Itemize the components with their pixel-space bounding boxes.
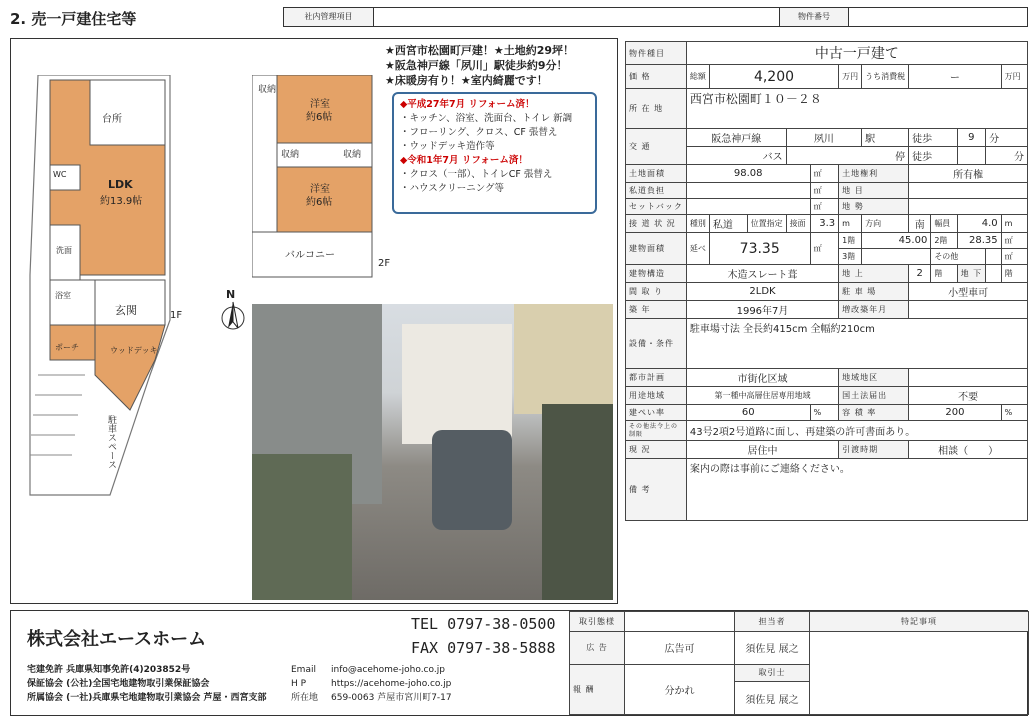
- contact-values: [331, 663, 452, 705]
- fun-label: 分: [986, 129, 1028, 147]
- kokoku-value: 広告可: [625, 631, 735, 664]
- hoshu-label: 報 酬: [570, 664, 625, 714]
- location-label: 所 在 地: [626, 89, 687, 129]
- reform-item: ・クロス（一部）、トイレCF 張替え: [400, 169, 553, 180]
- plan-bath-label: 浴室: [55, 291, 71, 300]
- reform-item: ・キッチン、浴室、洗面台、トイレ 新調: [400, 113, 573, 124]
- kai2-label: 階: [1001, 265, 1027, 283]
- haba-label: 幅員: [931, 215, 957, 233]
- mgmt-label: 社内管理項目: [284, 8, 374, 26]
- guarantee: 保証協会 (公社)全国宅地建物取引業保証協会: [27, 679, 210, 689]
- expand-label: 増改築年月: [839, 301, 909, 319]
- plan-yoshitsu-2-size: 約6帖: [306, 197, 333, 208]
- use-label: 用途地域: [626, 387, 687, 405]
- city-label: 都市計画: [626, 369, 687, 387]
- plan-parking-label: 駐車スペース: [106, 415, 116, 469]
- law-value: 43号2項2号道路に面し、再建築の許可書面あり。: [686, 421, 1027, 441]
- tax-unit: 万円: [1001, 65, 1027, 89]
- plan-shuno-label-2: 収納: [281, 150, 300, 160]
- addr-label: 所在地: [291, 693, 319, 703]
- footer: [10, 610, 1028, 716]
- road-width: 4.0: [957, 215, 1001, 233]
- plan-genkan-label: 玄関: [115, 304, 137, 317]
- bcr-label: 建ぺい率: [626, 405, 687, 421]
- company-name: 株式会社エースホーム: [27, 629, 207, 650]
- page-title: 2. 売一戸建住宅等: [10, 10, 137, 28]
- bcr-value: 60: [686, 405, 810, 421]
- stop-label: 停: [786, 147, 909, 165]
- fun2-label: 分: [986, 147, 1028, 165]
- north-arrow-icon: [221, 300, 245, 336]
- association: 所属協会 (一社)兵庫県宅地建物取引業協会 芦屋・西宮支部: [27, 693, 267, 703]
- contact-labels: [291, 663, 318, 705]
- struct-value: 木造スレート葺: [686, 265, 838, 283]
- toho-label: 徒歩: [909, 129, 957, 147]
- layout-label: 間 取 り: [626, 283, 687, 301]
- price-unit: 万円: [839, 65, 862, 89]
- reform-heading-2: ◆令和1年7月 リフォーム済！: [400, 155, 528, 166]
- header-box: [283, 7, 1028, 27]
- bus-label: バス: [686, 147, 786, 165]
- notes-label: 備 考: [626, 459, 687, 521]
- station-value: 夙川: [786, 129, 862, 147]
- hp-label: H P: [291, 679, 307, 689]
- road-width-unit: m: [1001, 215, 1027, 233]
- status-label: 現 況: [626, 441, 687, 459]
- struct-label: 建物構造: [626, 265, 687, 283]
- property-photo: [252, 304, 613, 600]
- build-unit: ㎡: [810, 233, 839, 265]
- district-label: 地域地区: [839, 369, 909, 387]
- handover-value: 相談（ ）: [909, 441, 1028, 459]
- tanto-label: 担当者: [735, 612, 810, 632]
- road-type: 私道: [709, 215, 747, 233]
- land-label: [626, 165, 687, 183]
- road-kind-label: 種別: [686, 215, 709, 233]
- parking-value: 小型車可: [909, 283, 1028, 301]
- promo-line-3: ★床暖房有り！★室内綺麗です！: [385, 74, 548, 87]
- under-label: 地 下: [957, 265, 986, 283]
- location-value: 西宮市松園町１０－２８: [686, 89, 1027, 129]
- equip-value: 駐車場寸法 全長約415cm 全幅約210cm: [686, 319, 1027, 369]
- age-label: 築 年: [626, 301, 687, 319]
- road-w-unit: m: [839, 215, 862, 233]
- reform-item: ・フローリング、クロス、CF 張替え: [400, 127, 558, 138]
- f2-label: 2階: [931, 233, 957, 249]
- plan-senmen-label: 洗面: [56, 246, 72, 255]
- land-unit: ㎡: [810, 165, 839, 183]
- parking-label: 駐 車 場: [839, 283, 909, 301]
- tokki-label: 特記事項: [810, 612, 1029, 632]
- plan-shuno-label-1: 収納: [258, 85, 277, 95]
- tax-value: ー: [909, 65, 1001, 89]
- city-value: 市街化区域: [686, 369, 838, 387]
- other-label: その他: [931, 249, 986, 265]
- report-value: 不要: [909, 387, 1028, 405]
- tax-label: うち消費税: [862, 65, 909, 89]
- report-label: 国土法届出: [839, 387, 909, 405]
- price-sub: 総額: [686, 65, 709, 89]
- setback-unit: ㎡: [810, 199, 839, 215]
- dir-label: 方向: [862, 215, 909, 233]
- plan-kitchen-label: 台所: [102, 114, 122, 125]
- plan-ldk-size: 約13.9帖: [100, 196, 143, 207]
- road-label: 接 道 状 況: [626, 215, 687, 233]
- chimoku-label: 地 目: [839, 183, 909, 199]
- kokoku-label: 広 告: [570, 631, 625, 664]
- setback-label: セットバック: [626, 199, 687, 215]
- floor-plan-1f: [20, 75, 183, 505]
- f1-value: 45.00: [862, 233, 931, 249]
- reform-item: ・ウッドデッキ造作等: [400, 141, 495, 152]
- tanto-name: 須佐見 展之: [735, 631, 810, 664]
- plan-shuno-label-3: 収納: [343, 150, 362, 160]
- torihiki-label: 取引態様: [570, 612, 625, 632]
- land-label-text: 土地面積: [629, 169, 665, 178]
- hp-link[interactable]: https://acehome-joho.co.jp: [331, 679, 452, 689]
- email-link[interactable]: info@acehome-joho.co.jp: [331, 665, 445, 675]
- build-label: 建物面積: [626, 233, 687, 265]
- notes-value: 案内の際は事前にご連絡ください。: [686, 459, 1027, 521]
- torihikishi-label: 取引士: [735, 664, 810, 682]
- f2-unit: ㎡: [1001, 233, 1027, 249]
- reform-item: ・ハウスクリーニング等: [400, 183, 505, 194]
- f2-value: 28.35: [957, 233, 1001, 249]
- plan-porch-label: ポーチ: [55, 343, 79, 352]
- plan-1f-label: 1F: [170, 310, 183, 321]
- type-value: 中古一戸建て: [686, 42, 1027, 65]
- age-value: 1996年7月: [686, 301, 838, 319]
- use-value: 第一種中高層住居専用地域: [686, 387, 838, 405]
- bcr-unit: %: [810, 405, 839, 421]
- address: 659-0063 芦屋市宮川町7-17: [331, 693, 452, 703]
- num-label: 物件番号: [779, 8, 849, 26]
- type-label: 物件種目: [626, 42, 687, 65]
- plan-2f-label: 2F: [378, 258, 391, 269]
- plan-ldk-label: LDK: [108, 178, 133, 191]
- reform-heading-1: ◆平成27年7月 リフォーム済！: [400, 99, 535, 110]
- far-unit: %: [1001, 405, 1027, 421]
- price-label: 価 格: [626, 65, 687, 89]
- hoshu-value: 分かれ: [625, 664, 735, 714]
- road-w: 3.3: [810, 215, 839, 233]
- right-value: 所有権: [909, 165, 1028, 183]
- f3-label: 3階: [839, 249, 862, 265]
- above-label: 地 上: [839, 265, 909, 283]
- dir-value: 南: [909, 215, 931, 233]
- road-pos: 位置指定: [747, 215, 786, 233]
- private-unit: ㎡: [810, 183, 839, 199]
- plan-yoshitsu-2: 洋室: [310, 184, 330, 195]
- land-value: 98.08: [686, 165, 810, 183]
- price-value: 4,200: [709, 65, 838, 89]
- north-label: N: [226, 288, 236, 301]
- company-fax: FAX 0797-38-5888: [411, 639, 556, 657]
- plan-balcony-label: バルコニー: [285, 250, 335, 261]
- status-value: 居住中: [686, 441, 838, 459]
- layout-value: 2LDK: [686, 283, 838, 301]
- line-value: 阪急神戸線: [686, 129, 786, 147]
- right-label: 土地権利: [839, 165, 909, 183]
- nobe-label: 延べ: [686, 233, 709, 265]
- handover-label: 引渡時期: [839, 441, 909, 459]
- promo-block: [385, 43, 615, 88]
- law-label: その他法令上の制限: [626, 421, 687, 441]
- torihikishi-name: 須佐見 展之: [735, 682, 810, 715]
- plan-yoshitsu-1: 洋室: [310, 99, 330, 110]
- build-value: 73.35: [709, 233, 810, 265]
- email-label: Email: [291, 665, 316, 675]
- license: 宅建免許 兵庫県知事免許(4)203852号: [27, 665, 191, 675]
- promo-line-1: ★西宮市松園町戸建！★土地約29坪！: [385, 44, 575, 57]
- far-value: 200: [909, 405, 1001, 421]
- plan-yoshitsu-1-size: 約6帖: [306, 112, 333, 123]
- f1-label: 1階: [839, 233, 862, 249]
- plan-wc-label: WC: [53, 170, 67, 179]
- setsu-label: 接面: [786, 215, 810, 233]
- traffic-label: 交 通: [626, 129, 687, 165]
- plan-deck-label: ウッドデッキ: [110, 346, 158, 355]
- eki-label: 駅: [862, 129, 909, 147]
- private-label: 私道負担: [626, 183, 687, 199]
- toho2-label: 徒歩: [909, 147, 957, 165]
- promo-line-2: ★阪急神戸線「夙川」駅徒歩約9分！: [385, 59, 568, 72]
- company-tel: TEL 0797-38-0500: [411, 615, 556, 633]
- other-unit: ㎡: [1001, 249, 1027, 265]
- chisei-label: 地 勢: [839, 199, 909, 215]
- license-block: [27, 663, 267, 705]
- minutes-value: 9: [957, 129, 986, 147]
- reform-box: [392, 92, 597, 214]
- kai-label: 階: [931, 265, 957, 283]
- far-label: 容 積 率: [839, 405, 909, 421]
- footer-table: [569, 611, 1029, 715]
- details-table: [625, 41, 1028, 521]
- equip-label: 設備・条件: [626, 319, 687, 369]
- floors-value: 2: [909, 265, 931, 283]
